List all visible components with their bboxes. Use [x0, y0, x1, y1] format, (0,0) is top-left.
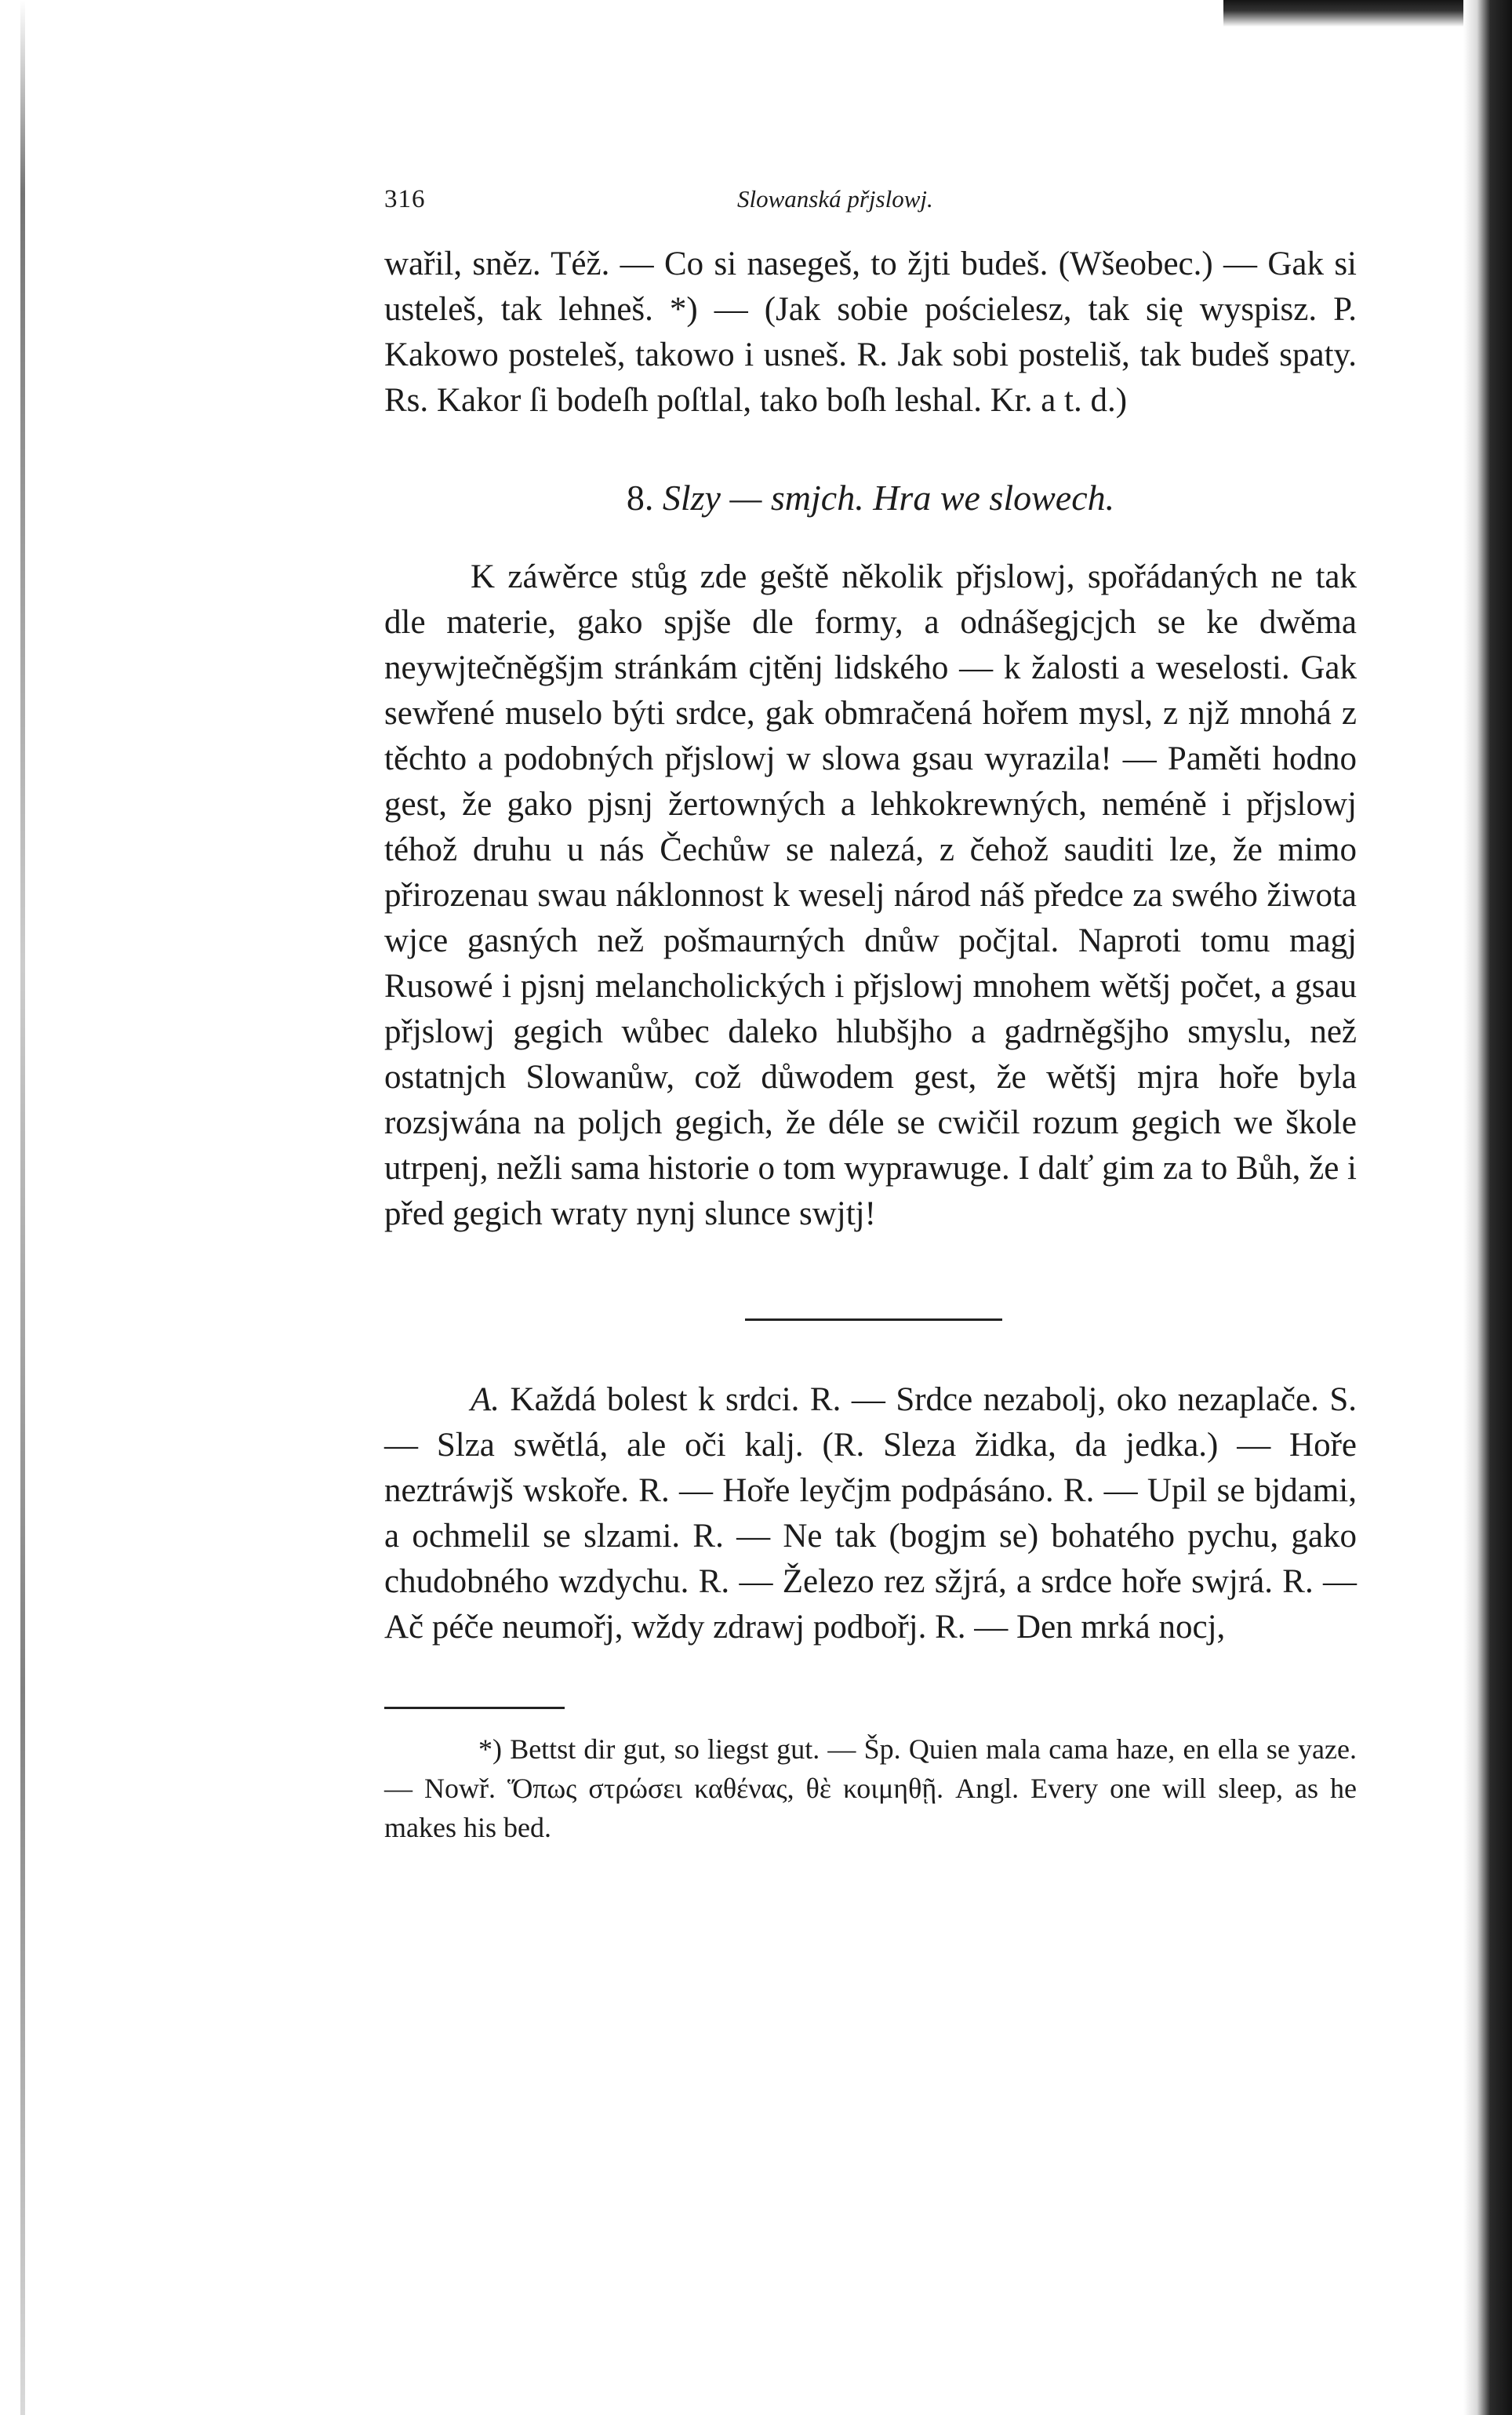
section-heading — [384, 477, 1357, 518]
section-divider — [745, 1318, 1002, 1321]
intro-paragraph: K záwěrce stůg zde geště několik přjslowj, spořádaných ne tak dle materie, gako spjše dle formy, a odnášegjcjch se ke dwěma neywjtečněgšjm stránkám cjtěnj lidského — k žalosti a weselosti. Gak sewřené muselo býti srdce, gak obmračená hořem mysl, z njž mnohá z těchto a podobných přjslowj w slowa gsau wyrazila! — Paměti hodno gest, že gako pjsnj žertowných a lehkokrewných, neméně i přjslowj téhož druhu u nás Čechůw se nalezá, z čehož sauditi lze, že mimo přirozenau swau náklonnost k weselj národ náš předce za swého žiwota wjce gasných než pošmaurných dnůw počjtal. Naproti tomu magj Rusowé i pjsnj melancholických i přjslowj mnohem wětšj počet, a gsau přjslowj gegich wůbec daleko hlubšjho a gadrněgšjho smyslu, než ostatnjch Slowanůw, což důwodem gest, že wětšj mjra hoře byla rozsjwána na poljch gegich, že déle se cwičil rozum gegich we škole utrpenj, nežli sama historie o tom wyprawuge. I dalť gim za to Bůh, že i před gegich wraty nynj slunce swjtj! — [384, 558, 1357, 1232]
book-page — [384, 174, 1357, 1847]
proverbs-paragraph — [384, 1377, 1357, 1650]
footnote: *) Bettst dir gut, so liegst gut. — Šp. Quien mala cama haze, en ella se yaze. — Nowř. Ὅπως στρώσει καθένας, θὲ κοιμηθῇ. Angl. Every one will sleep, as he makes his bed. — [384, 1733, 1357, 1843]
page-number: 316 — [384, 185, 426, 213]
scan-shadow-left — [20, 0, 25, 2415]
footnote-rule — [384, 1707, 565, 1709]
proverbs-text: Každá bolest k srdci. R. — Srdce nezabolj, oko nezaplače. S. — Slza swětlá, ale oči kalj. (R. Sleza židka, da jedka.) — Hoře neztráwjš wskoře. R. — Hoře leyčjm podpásáno. R. — Upil se bjdami, a ochmelil se slzami. R. — Ne tak (bogjm se) bohatého pychu, gako chudobného wzdychu. R. — Železo rez sžjrá, a srdce hoře swjrá. R. — Ač péče neumořj, wždy zdrawj podbořj. R. — Den mrká nocj, — [384, 1381, 1357, 1646]
scan-shadow-right — [1463, 0, 1512, 2415]
section-title: Slzy — smjch. Hra we slowech. — [662, 478, 1115, 518]
section-number: 8. — [626, 478, 654, 518]
proverbs-lead-letter: A. — [471, 1381, 500, 1418]
continued-paragraph: wařil, sněz. Též. — Co si nasegeš, to žjti budeš. (Wšeobec.) — Gak si usteleš, tak lehneš. *) — (Jak sobie pościelesz, tak się wyspisz. P. Kakowo posteleš, takowo i usneš. R. Jak sobi posteliš, tak budeš spaty. Rs. Kakor ſi bodeſh poſtlal, tako boſh leshal. Kr. a t. d.) — [384, 246, 1357, 419]
running-title: Slowanská přjslowj. — [737, 185, 933, 213]
running-head — [384, 174, 1357, 221]
